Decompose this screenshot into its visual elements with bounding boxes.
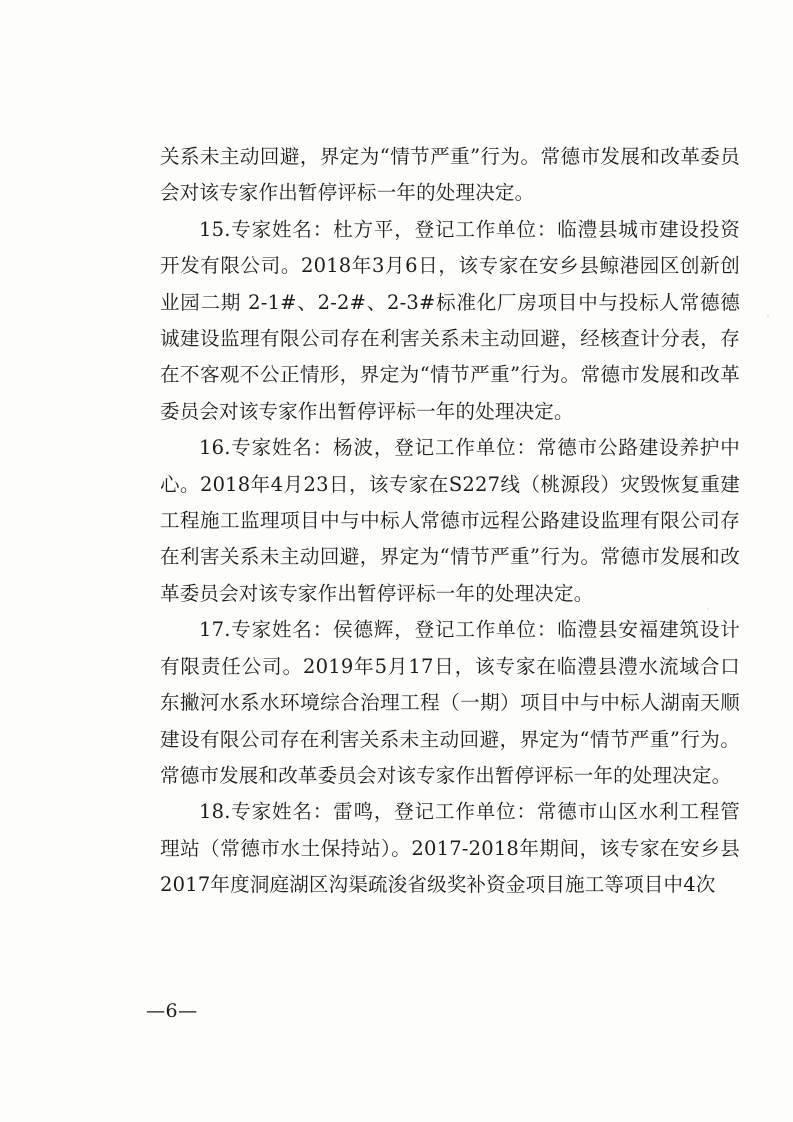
document-body <box>160 139 740 904</box>
paragraph-item-15: 15.专家姓名：杜方平，登记工作单位：临澧县城市建设投资开发有限公司。2018年3月6日，该专家在安乡县鲸港园区创新创业园二期 2-1#、2-2#、2-3#标准化厂房项目中与投标人常德德诚建设监理有限公司存在利害关系未主动回避，经核查计分表，存在不客观不公正情形，界定为“情节严重”行为。常德市发展和改革委员会对该专家作出暂停评标一年的处理决定。 <box>160 217 740 423</box>
scan-mark <box>707 608 709 610</box>
paragraph-item-18: 18.专家姓名：雷鸣，登记工作单位：常德市山区水利工程管理站（常德市水土保持站）。2017-2018年期间，该专家在安乡县2017年度洞庭湖区沟渠疏浚省级奖补资金项目施工等项目中4次 <box>160 800 740 897</box>
scan-mark <box>767 315 769 318</box>
page-number: —6— <box>146 1000 198 1022</box>
paragraph-item-16: 16.专家姓名：杨波，登记工作单位：常德市公路建设养护中心。2018年4月23日，该专家在S227线（桃源段）灾毁恢复重建工程施工监理项目中与中标人常德市远程公路建设监理有限公司存在利害关系未主动回避，界定为“情节严重”行为。常德市发展和改革委员会对该专家作出暂停评标一年的处理决定。 <box>160 436 740 605</box>
paragraph-item-17: 17.专家姓名：侯德辉，登记工作单位：临澧县安福建筑设计有限责任公司。2019年5月17日，该专家在临澧县澧水流域合口东撇河水系水环境综合治理工程（一期）项目中与中标人湖南天顺建设有限公司存在利害关系未主动回避，界定为“情节严重”行为。常德市发展和改革委员会对该专家作出暂停评标一年的处理决定。 <box>160 618 740 787</box>
paragraph-continuation: 关系未主动回避，界定为“情节严重”行为。常德市发展和改革委员会对该专家作出暂停评标一年的处理决定。 <box>160 145 740 205</box>
